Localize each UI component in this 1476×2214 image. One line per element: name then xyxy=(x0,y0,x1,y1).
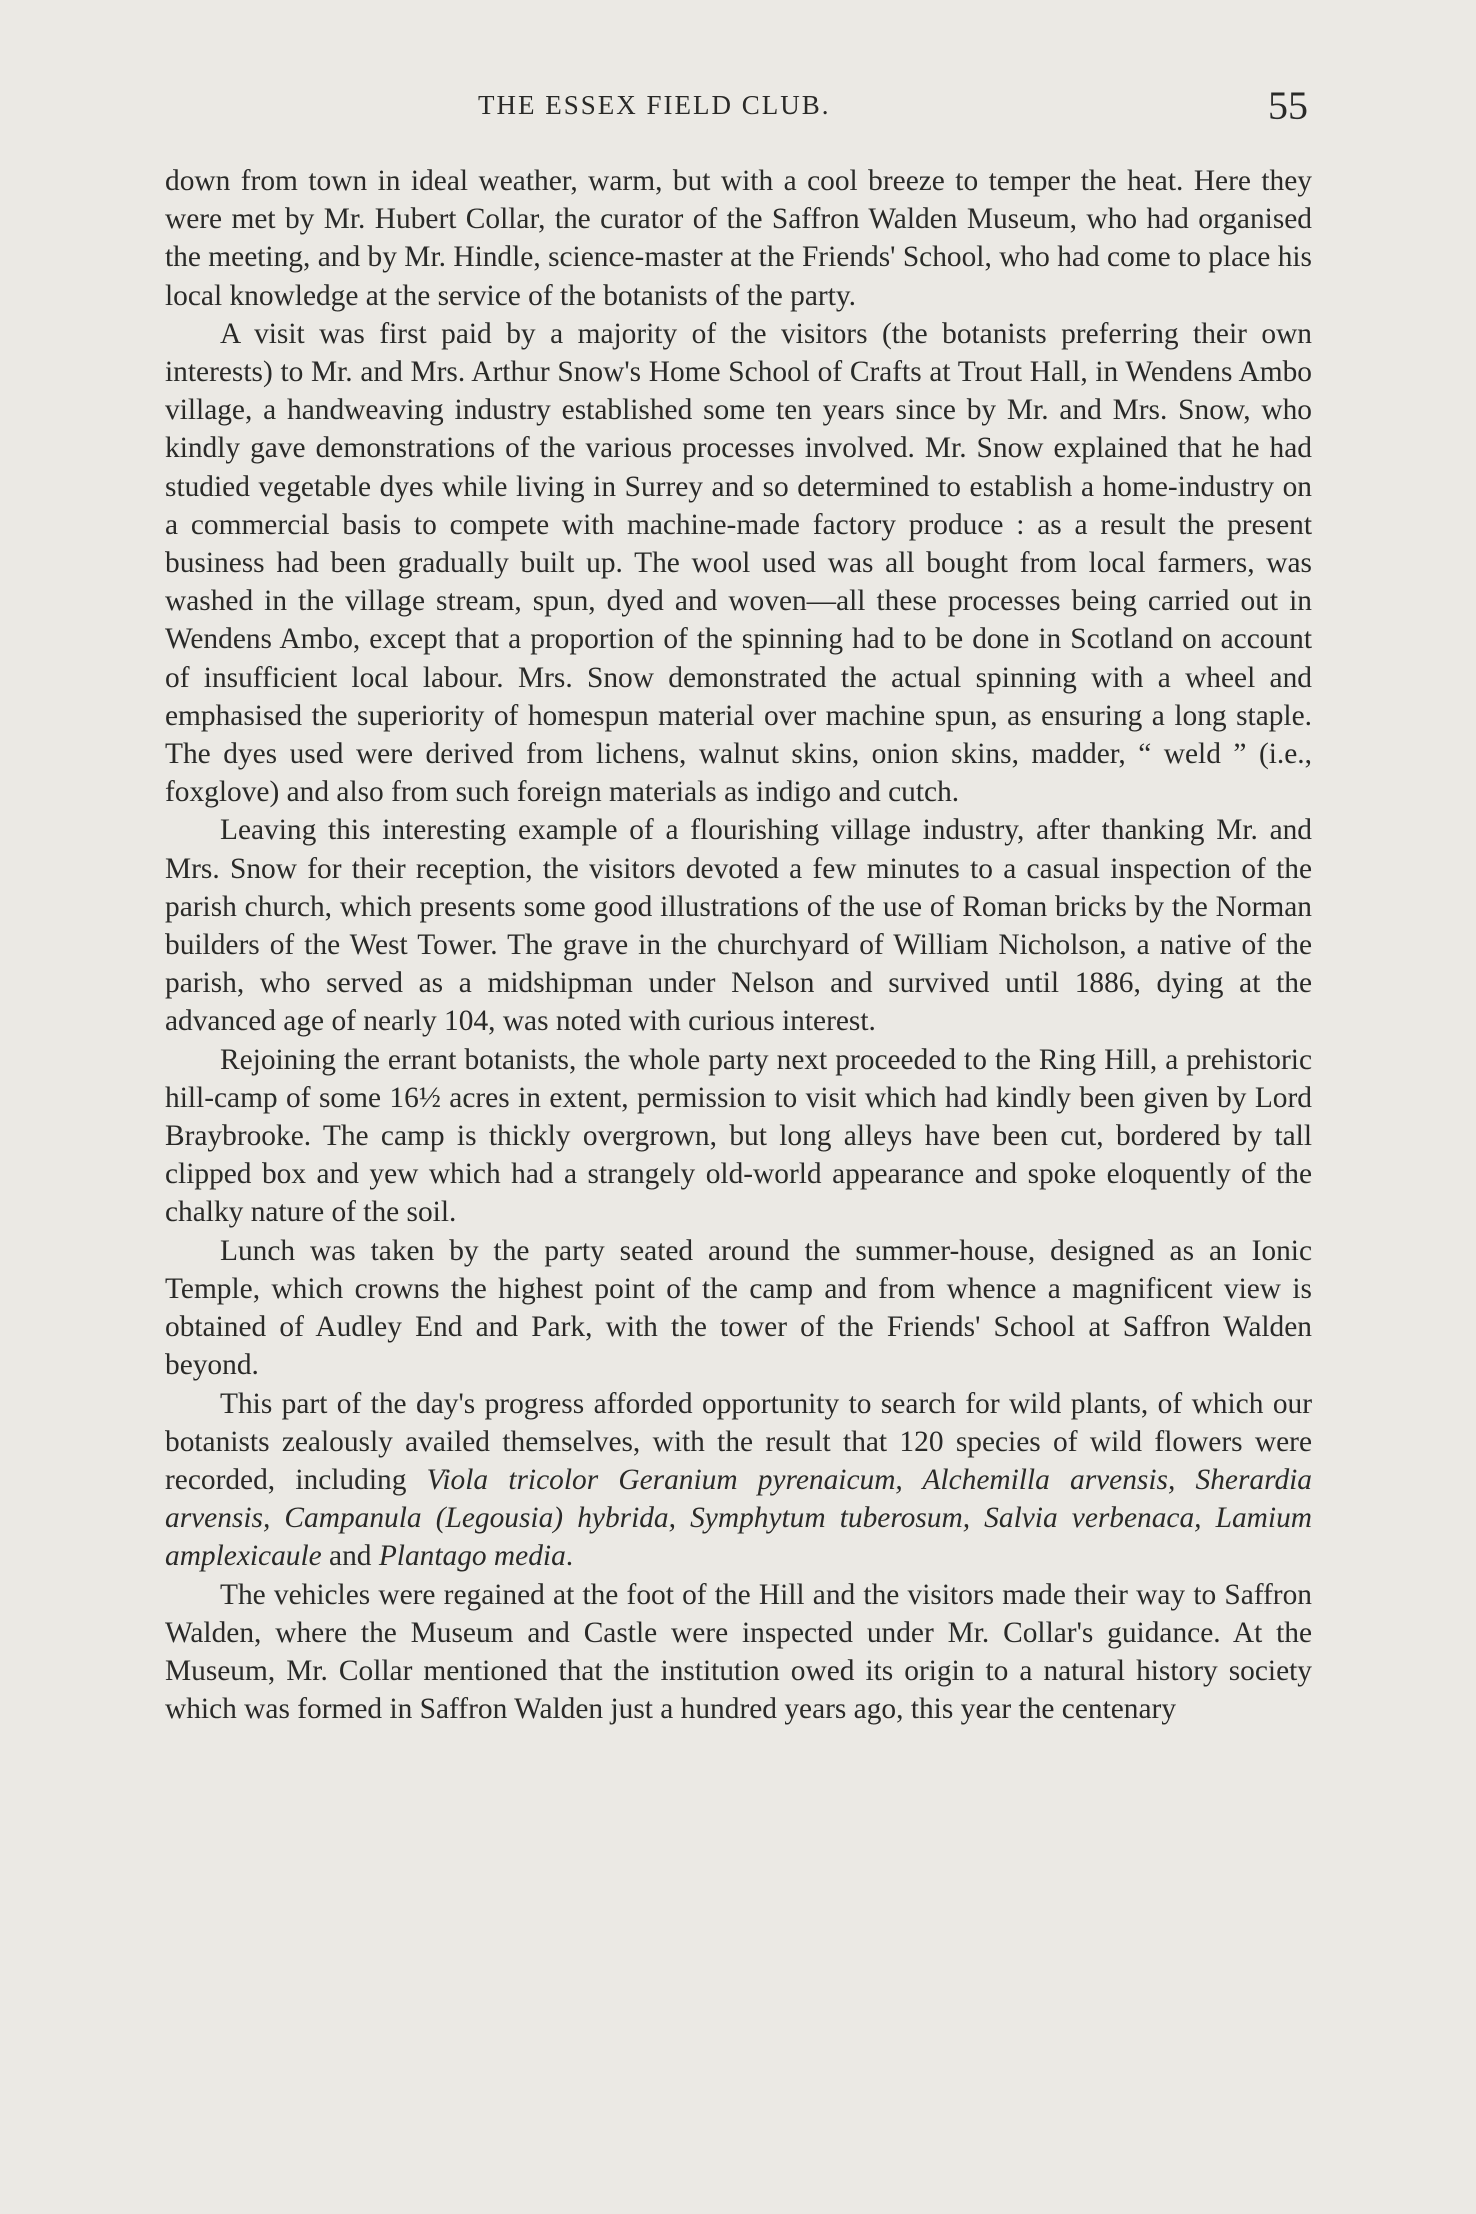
page-header xyxy=(0,82,1476,132)
species-names: Viola tricolor Geranium pyrenaicum, Alchemilla arvensis, Sherardia arvensis, Campanula (Legousia) hybrida, Symphytum tuberosum, Salvia verbenaca, Lamium amplexicaule xyxy=(165,1463,1312,1573)
paragraph xyxy=(165,1041,1312,1232)
species-name: Plantago media xyxy=(378,1540,566,1573)
text-run: A visit was first paid by a majority of the visitors (the botanists preferring their own interests) to Mr. and Mrs. Arthur Snow's Home School of Crafts at Trout Hall, in Wendens Ambo village, a handweaving industry established some ten years since by Mr. and Mrs. Snow, who kindly gave demonstrations of the various processes involved. Mr. Snow explained that he had studied vegetable dyes while living in Surrey and so determined to establish a home-industry on a commercial basis to compete with machine-made factory produce : as a result the present business had been gradually built up. The wool used was all bought from local farmers, was washed in the village stream, spun, dyed and woven—all these processes being carried out in Wendens Ambo, except that a proportion of the spinning had to be done in Scotland on account of insufficient local labour. Mrs. Snow demonstrated the actual spinning with a wheel and emphasised the superiority of homespun material over machine spun, as ensuring a long staple. The dyes used were derived from lichens, walnut skins, onion skins, madder, “ weld ” (i.e., foxglove) and also from such foreign materials as indigo and cutch. xyxy=(165,317,1312,809)
text-run: This part of the day's progress afforded opportunity to search for wild plants, of which our botanists zealously availed themselves, with the result that 120 species of wild flowers were recorded, including xyxy=(165,1387,1312,1496)
paragraph xyxy=(165,1385,1312,1576)
text-run: Lunch was taken by the party seated around the summer-house, designed as an Ionic Temple, which crowns the highest point of the camp and from whence a magnificent view is obtained of Audley End and Park, with the tower of the Friends' School at Saffron Walden beyond. xyxy=(165,1234,1312,1382)
paragraph xyxy=(165,162,1312,315)
paragraph xyxy=(165,315,1312,812)
paragraph xyxy=(165,1576,1312,1729)
running-title: THE ESSEX FIELD CLUB. xyxy=(478,90,831,120)
text-run: and xyxy=(321,1540,379,1573)
text-run: Leaving this interesting example of a flourishing village industry, after thanking Mr. and Mrs. Snow for their reception, the visitors devoted a few minutes to a casual inspection of the parish church, which presents some good illustrations of the use of Roman bricks by the Norman builders of the West Tower. The grave in the churchyard of William Nicholson, a native of the parish, who served as a midshipman under Nelson and survived until 1886, dying at the advanced age of nearly 104, was noted with curious interest. xyxy=(165,814,1312,1038)
text-run: The vehicles were regained at the foot of the Hill and the visitors made their way to Saffron Walden, where the Museum and Castle were inspected under Mr. Collar's guidance. At the Museum, Mr. Collar mentioned that the institution owed its origin to a natural history society which was formed in Saffron Walden just a hundred years ago, this year the centenary xyxy=(165,1578,1312,1726)
paragraph xyxy=(165,811,1312,1040)
text-run: . xyxy=(565,1540,574,1573)
body-text xyxy=(165,162,1312,1728)
text-run: down from town in ideal weather, warm, but with a cool breeze to temper the heat. Here they were met by Mr. Hubert Collar, the curator of the Saffron Walden Museum, who had organised the meeting, and by Mr. Hindle, science-master at the Friends' School, who had come to place his local knowledge at the service of the botanists of the party. xyxy=(165,165,1312,312)
paragraph xyxy=(165,1232,1312,1385)
text-run: Rejoining the errant botanists, the whole party next proceeded to the Ring Hill, a prehistoric hill-camp of some 16½ acres in extent, permission to visit which had kindly been given by Lord Braybrooke. The camp is thickly overgrown, but long alleys have been cut, bordered by tall clipped box and yew which had a strangely old-world appearance and spoke eloquently of the chalky nature of the soil. xyxy=(165,1043,1312,1229)
page-number: 55 xyxy=(1268,83,1308,128)
